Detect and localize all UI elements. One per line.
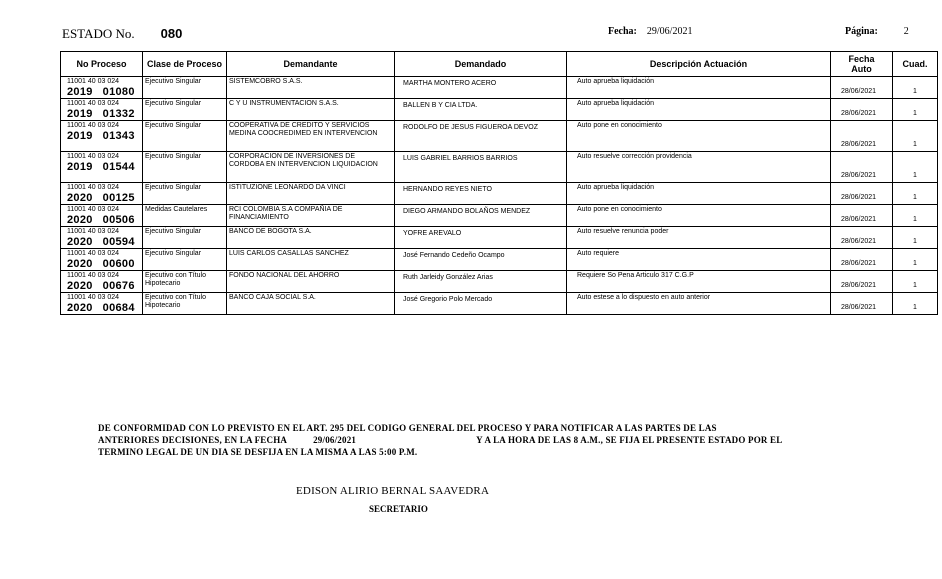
cell-cuad: 1: [893, 152, 938, 183]
cell-clase: Ejecutivo Singular: [143, 121, 227, 152]
col-clase: Clase de Proceso: [143, 52, 227, 77]
cell-descripcion: Auto requiere: [567, 249, 831, 271]
process-num: 01343: [102, 130, 135, 142]
cell-demandante: BANCO DE BOGOTA S.A.: [227, 227, 395, 249]
cell-descripcion: Auto resuelve corrección providencia: [567, 152, 831, 183]
cell-fecha-auto: 28/06/2021: [831, 293, 893, 315]
process-year: 2020: [67, 192, 93, 204]
cell-clase: Ejecutivo Singular: [143, 249, 227, 271]
process-year: 2019: [67, 108, 93, 120]
cell-clase: Medidas Cautelares: [143, 205, 227, 227]
process-number: [67, 192, 142, 204]
process-num: 00676: [102, 280, 135, 292]
cell-demandado: José Fernando Cedeño Ocampo: [395, 249, 567, 271]
table-header-row: [61, 52, 938, 77]
fecha-value: 29/06/2021: [646, 26, 693, 37]
cell-fecha-auto: 28/06/2021: [831, 271, 893, 293]
cell-no-proceso: [61, 227, 143, 249]
table-row: [61, 249, 938, 271]
cell-demandado: BALLEN B Y CIA LTDA.: [395, 99, 567, 121]
notice-line-1: DE CONFORMIDAD CON LO PREVISTO EN EL ART. 295 DEL CODIGO GENERAL DEL PROCESO Y PARA NOTIFICAR A LAS PARTES DE LAS: [98, 423, 717, 433]
cell-fecha-auto: 28/06/2021: [831, 183, 893, 205]
notice-text: [98, 422, 858, 458]
table-row: [61, 205, 938, 227]
fecha-label: Fecha:: [608, 26, 637, 37]
process-number: [67, 86, 142, 98]
cell-demandado: LUIS GABRIEL BARRIOS BARRIOS: [395, 152, 567, 183]
process-number: [67, 236, 142, 248]
table-row: [61, 183, 938, 205]
cell-clase: Ejecutivo Singular: [143, 99, 227, 121]
process-code: 11001 40 03 024: [67, 100, 120, 107]
cell-fecha-auto: 28/06/2021: [831, 249, 893, 271]
cell-clase: Ejecutivo Singular: [143, 227, 227, 249]
cell-descripcion: Auto aprueba liquidación: [567, 183, 831, 205]
cell-clase: Ejecutivo Singular: [143, 77, 227, 99]
col-no-proceso: No Proceso: [61, 52, 143, 77]
process-number: [67, 280, 142, 292]
cell-no-proceso: [61, 249, 143, 271]
process-year: 2019: [67, 161, 93, 173]
cell-demandante: LUIS CARLOS CASALLAS SANCHEZ: [227, 249, 395, 271]
process-code: 11001 40 03 024: [67, 272, 120, 279]
cell-fecha-auto: 28/06/2021: [831, 121, 893, 152]
process-code: 11001 40 03 024: [67, 184, 120, 191]
process-number: [67, 161, 142, 173]
table-row: [61, 99, 938, 121]
cell-demandante: COOPERATIVA DE CREDITO Y SERVICIOS MEDINA COOCREDIMED EN INTERVENCION: [227, 121, 395, 152]
cell-clase: Ejecutivo Singular: [143, 152, 227, 183]
cell-cuad: 1: [893, 121, 938, 152]
process-code: 11001 40 03 024: [67, 250, 120, 257]
table-row: [61, 121, 938, 152]
process-num: 00506: [102, 214, 135, 226]
process-num: 01080: [102, 86, 135, 98]
cell-cuad: 1: [893, 249, 938, 271]
cell-no-proceso: [61, 183, 143, 205]
notice-line-2: [98, 434, 858, 446]
table-row: [61, 271, 938, 293]
cell-fecha-auto: 28/06/2021: [831, 205, 893, 227]
cell-demandante: FONDO NACIONAL DEL AHORRO: [227, 271, 395, 293]
table-row: [61, 227, 938, 249]
process-number: [67, 108, 142, 120]
cell-descripcion: Requiere So Pena Articulo 317 C.G.P: [567, 271, 831, 293]
cell-demandado: José Gregorio Polo Mercado: [395, 293, 567, 315]
cell-fecha-auto: 28/06/2021: [831, 77, 893, 99]
cell-descripcion: Auto aprueba liquidación: [567, 99, 831, 121]
cell-demandante: RCI COLOMBIA S.A COMPAÑIA DE FINANCIAMIENTO: [227, 205, 395, 227]
cell-clase: Ejecutivo con Título Hipotecario: [143, 293, 227, 315]
cell-no-proceso: [61, 205, 143, 227]
process-year: 2020: [67, 302, 93, 314]
estado-header: [62, 26, 182, 42]
cell-demandado: Ruth Jarleidy González Arias: [395, 271, 567, 293]
signer-name: EDISON ALIRIO BERNAL SAAVEDRA: [296, 485, 490, 497]
process-num: 00684: [102, 302, 135, 314]
col-fecha-auto-line2: Auto: [851, 64, 872, 74]
cell-descripcion: Auto pone en conocimiento: [567, 121, 831, 152]
cell-descripcion: Auto estese a lo dispuesto en auto anterior: [567, 293, 831, 315]
process-year: 2020: [67, 236, 93, 248]
col-descripcion: Descripción Actuación: [567, 52, 831, 77]
cell-cuad: 1: [893, 271, 938, 293]
col-cuad: Cuad.: [893, 52, 938, 77]
cell-no-proceso: [61, 77, 143, 99]
col-fecha-auto-line1: Fecha: [848, 54, 875, 64]
process-num: 00125: [102, 192, 135, 204]
notice-line-3: TERMINO LEGAL DE UN DIA SE DESFIJA EN LA MISMA A LAS 5:00 P.M.: [98, 447, 418, 457]
cell-demandante: BANCO CAJA SOCIAL S.A.: [227, 293, 395, 315]
cell-cuad: 1: [893, 183, 938, 205]
cell-no-proceso: [61, 99, 143, 121]
table-row: [61, 77, 938, 99]
cell-cuad: 1: [893, 227, 938, 249]
cell-demandado: HERNANDO REYES NIETO: [395, 183, 567, 205]
cell-no-proceso: [61, 152, 143, 183]
cell-demandado: RODOLFO DE JESUS FIGUEROA DEVOZ: [395, 121, 567, 152]
process-num: 00594: [102, 236, 135, 248]
process-year: 2020: [67, 214, 93, 226]
col-fecha-auto: [831, 52, 893, 77]
cell-descripcion: Auto aprueba liquidación: [567, 77, 831, 99]
process-number: [67, 302, 142, 314]
process-code: 11001 40 03 024: [67, 122, 120, 129]
cell-demandado: YOFRE AREVALO: [395, 227, 567, 249]
col-demandante: Demandante: [227, 52, 395, 77]
process-number: [67, 214, 142, 226]
process-num: 01544: [102, 161, 135, 173]
table-row: [61, 293, 938, 315]
cell-cuad: 1: [893, 205, 938, 227]
process-num: 00600: [102, 258, 135, 270]
process-number: [67, 258, 142, 270]
notice-date: 29/06/2021: [313, 435, 357, 445]
cell-no-proceso: [61, 271, 143, 293]
process-number: [67, 130, 142, 142]
table-row: [61, 152, 938, 183]
estado-label: ESTADO No.: [62, 26, 135, 41]
process-year: 2019: [67, 130, 93, 142]
notice-line-2a: ANTERIORES DECISIONES, EN LA FECHA: [98, 435, 288, 445]
cell-no-proceso: [61, 121, 143, 152]
process-code: 11001 40 03 024: [67, 228, 120, 235]
process-year: 2020: [67, 258, 93, 270]
pagina-value: 2: [903, 26, 909, 37]
pagina-header: [845, 26, 909, 37]
estado-table: [60, 51, 938, 315]
cell-cuad: 1: [893, 77, 938, 99]
cell-demandante: C Y U INSTRUMENTACION S.A.S.: [227, 99, 395, 121]
cell-demandante: ISTITUZIONE LEONARDO DA VINCI: [227, 183, 395, 205]
cell-demandado: DIEGO ARMANDO BOLAÑOS MENDEZ: [395, 205, 567, 227]
cell-fecha-auto: 28/06/2021: [831, 152, 893, 183]
process-code: 11001 40 03 024: [67, 294, 120, 301]
process-code: 11001 40 03 024: [67, 78, 120, 85]
estado-number: 080: [160, 26, 183, 41]
signer-role: SECRETARIO: [369, 504, 428, 514]
col-demandado: Demandado: [395, 52, 567, 77]
pagina-label: Página:: [845, 26, 878, 37]
cell-cuad: 1: [893, 293, 938, 315]
process-year: 2019: [67, 86, 93, 98]
process-num: 01332: [102, 108, 135, 120]
process-code: 11001 40 03 024: [67, 153, 120, 160]
cell-clase: Ejecutivo Singular: [143, 183, 227, 205]
cell-demandante: CORPORACION DE INVERSIONES DE CORDOBA EN INTERVENCION LIQUIDACION: [227, 152, 395, 183]
cell-descripcion: Auto pone en conocimiento: [567, 205, 831, 227]
process-year: 2020: [67, 280, 93, 292]
cell-no-proceso: [61, 293, 143, 315]
fecha-header: [608, 26, 692, 37]
cell-fecha-auto: 28/06/2021: [831, 227, 893, 249]
notice-line-2b: Y A LA HORA DE LAS 8 A.M., SE FIJA EL PRESENTE ESTADO POR EL: [476, 435, 783, 445]
cell-clase: Ejecutivo con Título Hipotecario: [143, 271, 227, 293]
cell-descripcion: Auto resuelve renuncia poder: [567, 227, 831, 249]
cell-demandado: MARTHA MONTERO ACERO: [395, 77, 567, 99]
cell-fecha-auto: 28/06/2021: [831, 99, 893, 121]
cell-cuad: 1: [893, 99, 938, 121]
cell-demandante: SISTEMCOBRO S.A.S.: [227, 77, 395, 99]
process-code: 11001 40 03 024: [67, 206, 120, 213]
